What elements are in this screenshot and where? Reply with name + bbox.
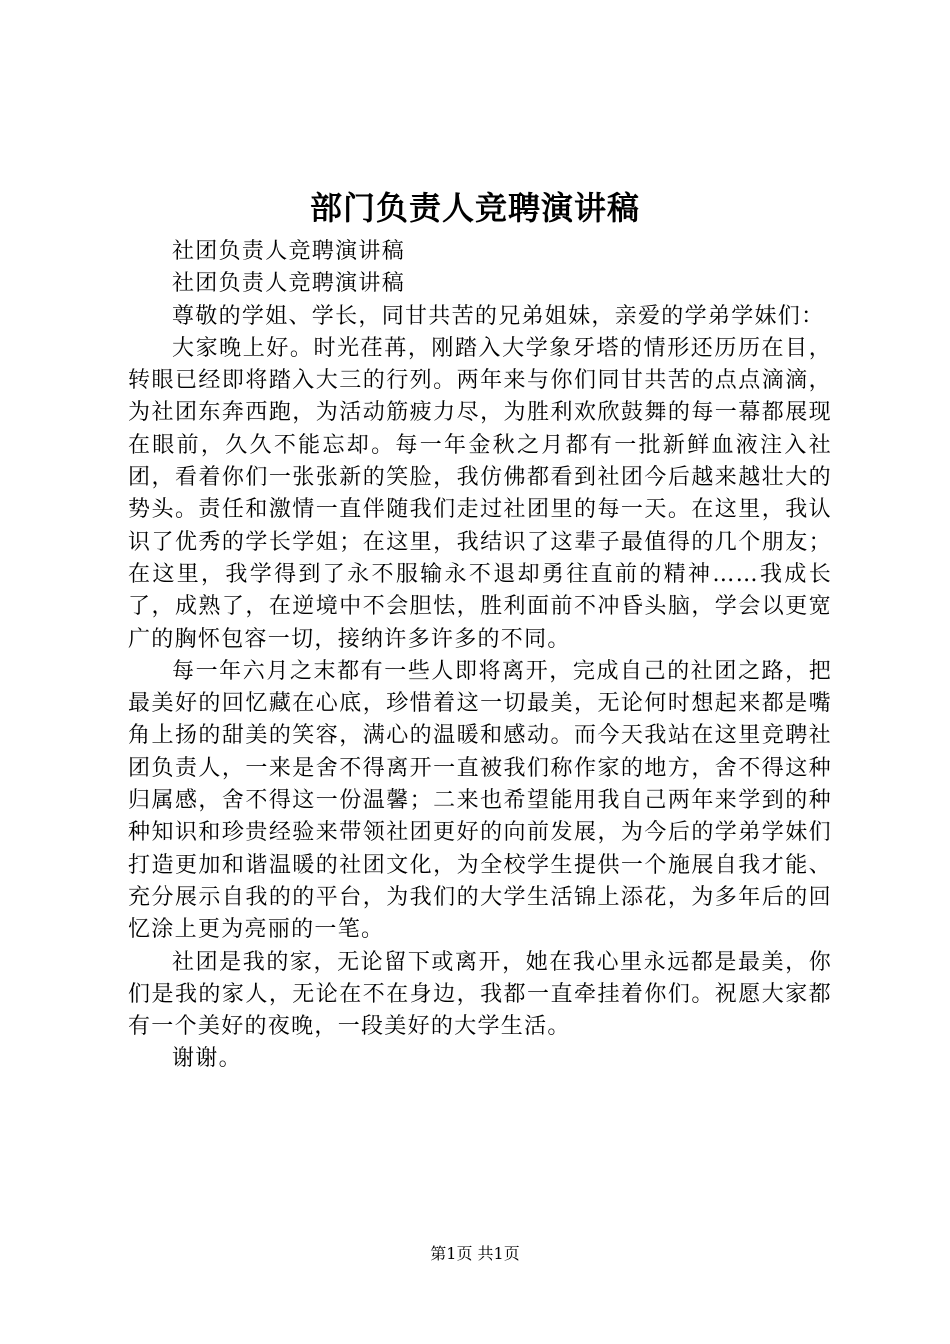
closing-paragraph: 谢谢。 — [172, 1046, 242, 1072]
body-paragraph-2: 每一年六月之末都有一些人即将离开，完成自己的社团之路，把最美好的回忆藏在心底，珍惜着这一切最美，无论何时想起来都是嘴角上扬的甜美的笑容，满心的温暖和感动。而今天我站在这里竞聘社团负责人，一来是舍不得离开一直被我们称作家的地方，舍不得这种归属感，舍不得这一份温馨；二来也希望能用我自己两年来学到的种种知识和珍贵经验来带领社团更好的向前发展，为今后的学弟学妹们打造更加和谐温暖的社团文化，为全校学生提供一个施展自我才能、充分展示自我的的平台，为我们的大学生活锦上添花，为多年后的回忆涂上更为亮丽的一笔。 — [128, 658, 832, 943]
body-paragraph-3: 社团是我的家，无论留下或离开，她在我心里永远都是最美，你们是我的家人，无论在不在身边，我都一直牵挂着你们。祝愿大家都有一个美好的夜晚，一段美好的大学生活。 — [128, 949, 832, 1040]
subtitle-line-1: 社团负责人竞聘演讲稿 — [172, 239, 406, 264]
document-title: 部门负责人竞聘演讲稿 — [309, 189, 640, 227]
salutation-paragraph: 尊敬的学姐、学长，同甘共苦的兄弟姐妹，亲爱的学弟学妹们： — [172, 303, 825, 329]
body-paragraph-1: 大家晚上好。时光荏苒，刚踏入大学象牙塔的情形还历历在目，转眼已经即将踏入大三的行列。两年来与你们同甘共苦的点点滴滴，为社团东奔西跑，为活动筋疲力尽，为胜利欢欣鼓舞的每一幕都展现在眼前，久久不能忘却。每一年金秋之月都有一批新鲜血液注入社团，看着你们一张张新的笑脸，我仿佛都看到社团今后越来越壮大的势头。责任和激情一直伴随我们走过社团里的每一天。在这里，我认识了优秀的学长学姐；在这里，我结识了这辈子最值得的几个朋友；在这里，我学得到了永不服输永不退却勇往直前的精神……我成长了，成熟了，在逆境中不会胆怯，胜利面前不冲昏头脑，学会以更宽广的胸怀包容一切，接纳许多许多的不同。 — [128, 335, 832, 652]
document-body — [128, 236, 832, 1076]
subtitle-line-2: 社团负责人竞聘演讲稿 — [172, 271, 406, 297]
page-footer: 第1页 共1页 — [430, 1244, 520, 1263]
